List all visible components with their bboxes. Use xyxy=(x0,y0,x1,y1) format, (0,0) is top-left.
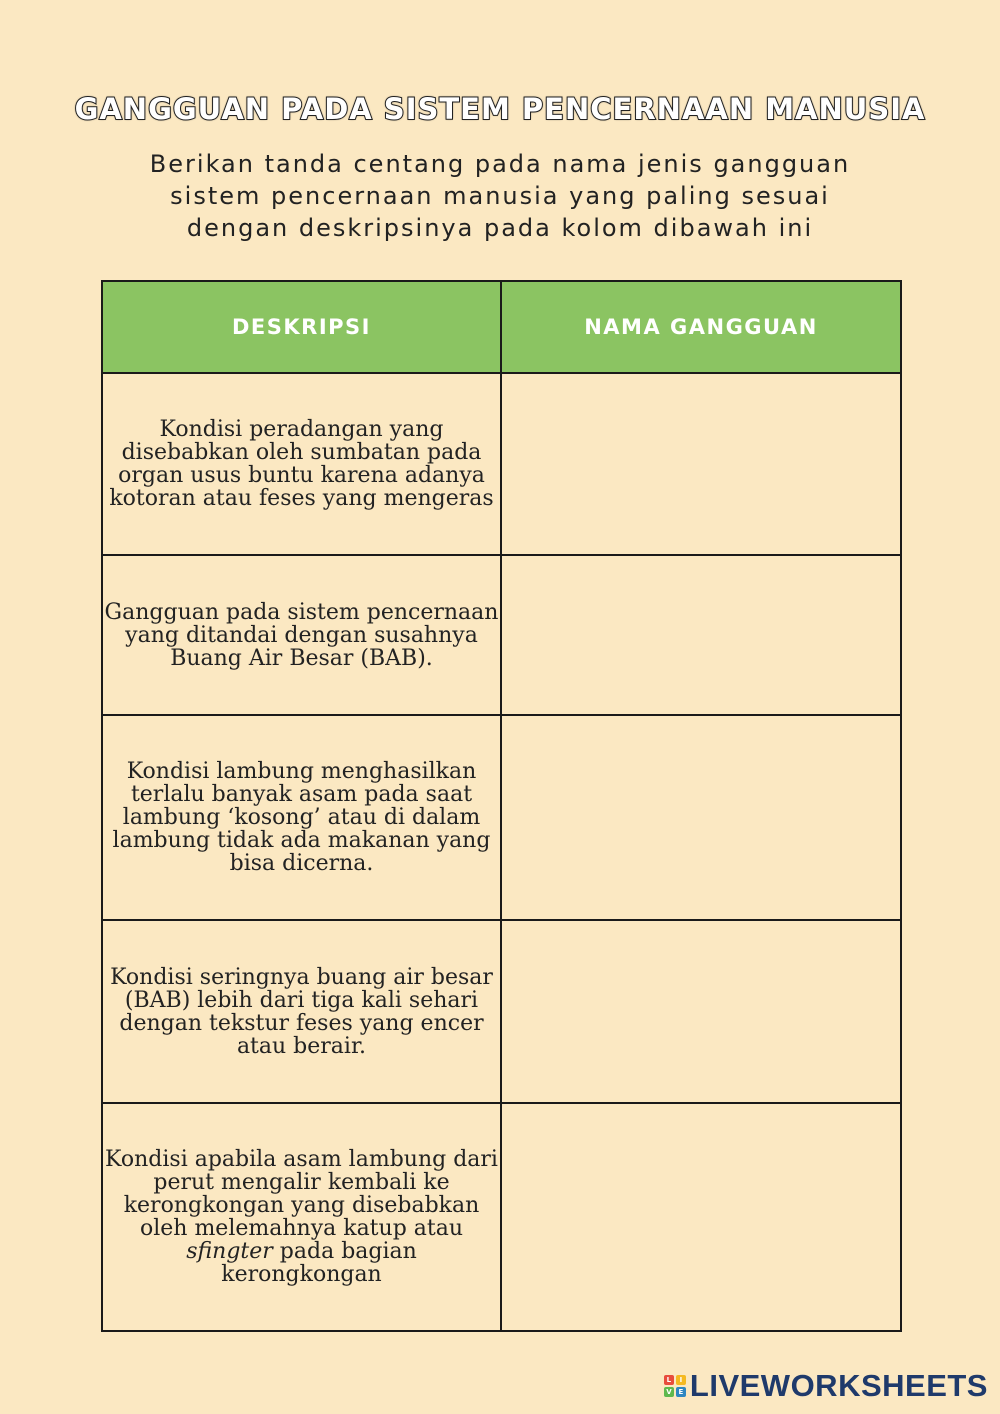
row-answer-cell[interactable] xyxy=(501,1103,901,1331)
table-row xyxy=(102,715,901,920)
row-answer-cell[interactable] xyxy=(501,373,901,555)
worksheet-title: GANGGUAN PADA SISTEM PENCERNAAN MANUSIA xyxy=(74,92,926,126)
logo-mark-icon xyxy=(664,1375,686,1397)
row-description: Kondisi peradangan yang disebabkan oleh sumbatan pada organ usus buntu karena adanya kotoran atau feses yang mengeras xyxy=(102,373,501,555)
table-row xyxy=(102,373,901,555)
logo-letter: E xyxy=(676,1387,686,1397)
row-description: Kondisi lambung menghasilkan terlalu banyak asam pada saat lambung ‘kosong’ atau di dalam lambung tidak ada makanan yang bisa dicerna. xyxy=(102,715,501,920)
row-description: Kondisi seringnya buang air besar (BAB) lebih dari tiga kali sehari dengan tekstur feses yang encer atau berair. xyxy=(102,920,501,1103)
liveworksheets-logo xyxy=(664,1368,988,1404)
row-description: Gangguan pada sistem pencernaan yang ditandai dengan susahnya Buang Air Besar (BAB). xyxy=(102,555,501,715)
logo-letter: L xyxy=(664,1375,674,1385)
table-row xyxy=(102,920,901,1103)
row-description xyxy=(102,1103,501,1331)
logo-brand-text: LIVEWORKSHEETS xyxy=(689,1368,988,1403)
disorder-table xyxy=(101,280,902,1332)
header-disorder-name: NAMA GANGGUAN xyxy=(501,281,901,373)
worksheet-instructions: Berikan tanda centang pada nama jenis gangguan sistem pencernaan manusia yang paling sesuai dengan deskripsinya pada kolom dibawah ini xyxy=(149,150,851,242)
row-description-text-end: pada bagian kerongkongan xyxy=(221,1239,417,1287)
logo-letter: I xyxy=(676,1375,686,1385)
table-row xyxy=(102,1103,901,1331)
table-row xyxy=(102,555,901,715)
row-answer-cell[interactable] xyxy=(501,920,901,1103)
row-answer-cell[interactable] xyxy=(501,715,901,920)
logo-letter: V xyxy=(664,1387,674,1397)
row-answer-cell[interactable] xyxy=(501,555,901,715)
header-description: DESKRIPSI xyxy=(102,281,501,373)
table-header-row xyxy=(102,281,901,373)
row-description-text: Kondisi apabila asam lambung dari perut mengalir kembali ke kerongkongan yang disebabkan oleh melemahnya katup atau xyxy=(105,1147,498,1241)
row-description-italic: sfingter xyxy=(186,1239,273,1264)
